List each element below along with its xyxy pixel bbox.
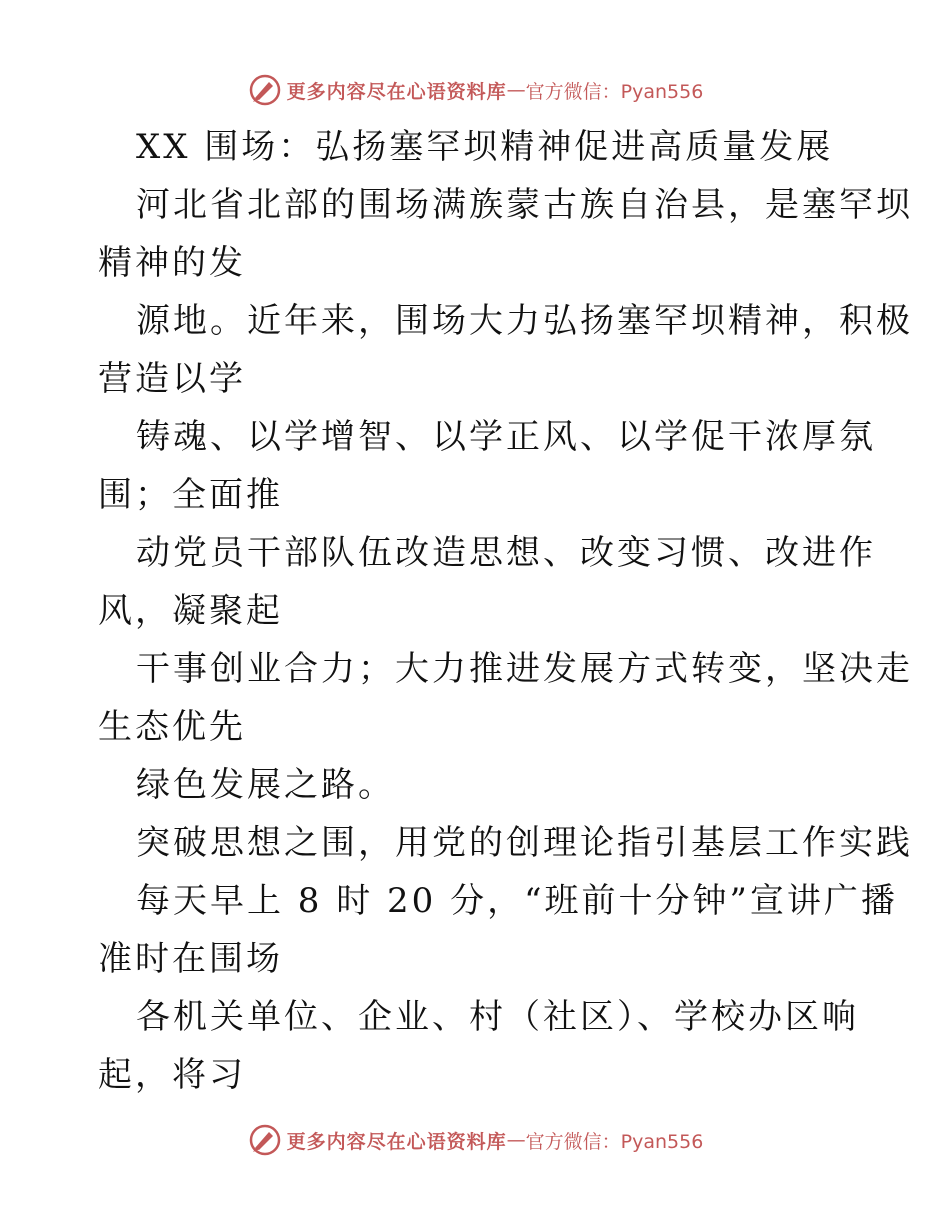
pen-nib-logo-icon (247, 72, 283, 108)
doc-section-heading: 突破思想之围，用党的创理论指引基层工作实践 (136, 823, 913, 863)
banner-separator: — (506, 79, 526, 101)
footer-banner (0, 1120, 950, 1160)
doc-line: 风，凝聚起 (98, 591, 283, 631)
doc-line: 准时在围场 (98, 939, 283, 979)
pen-nib-logo-icon (247, 1122, 283, 1158)
wechat-text: 官方微信：Pyan556 (525, 80, 704, 103)
banner-separator: — (506, 1129, 526, 1151)
doc-line: 源地。近年来，围场大力弘扬塞罕坝精神，积极 (136, 301, 913, 341)
doc-line: 河北省北部的围场满族蒙古族自治县，是塞罕坝 (136, 185, 913, 225)
doc-line: 绿色发展之路。 (136, 765, 395, 805)
doc-line: 干事创业合力；大力推进发展方式转变，坚决走 (136, 649, 913, 689)
doc-line: 铸魂、以学增智、以学正风、以学促干浓厚氛 (136, 417, 876, 457)
doc-line: 起，将习 (98, 1055, 246, 1095)
doc-line: 营造以学 (98, 359, 246, 399)
brand-text: 更多内容尽在心语资料库 (286, 1130, 507, 1153)
doc-title: XX 围场：弘扬塞罕坝精神促进高质量发展 (136, 127, 834, 167)
doc-line: 每天早上 8 时 20 分，“班前十分钟”宣讲广播 (136, 881, 898, 921)
brand-text: 更多内容尽在心语资料库 (286, 80, 507, 103)
doc-line: 生态优先 (98, 707, 246, 747)
doc-line: 动党员干部队伍改造思想、改变习惯、改进作 (136, 533, 876, 573)
wechat-text: 官方微信：Pyan556 (525, 1130, 704, 1153)
doc-line: 各机关单位、企业、村（社区）、学校办区响 (136, 997, 859, 1037)
document-body (98, 118, 913, 1104)
header-banner (0, 70, 950, 110)
doc-line: 围；全面推 (98, 475, 283, 515)
doc-line: 精神的发 (98, 243, 246, 283)
